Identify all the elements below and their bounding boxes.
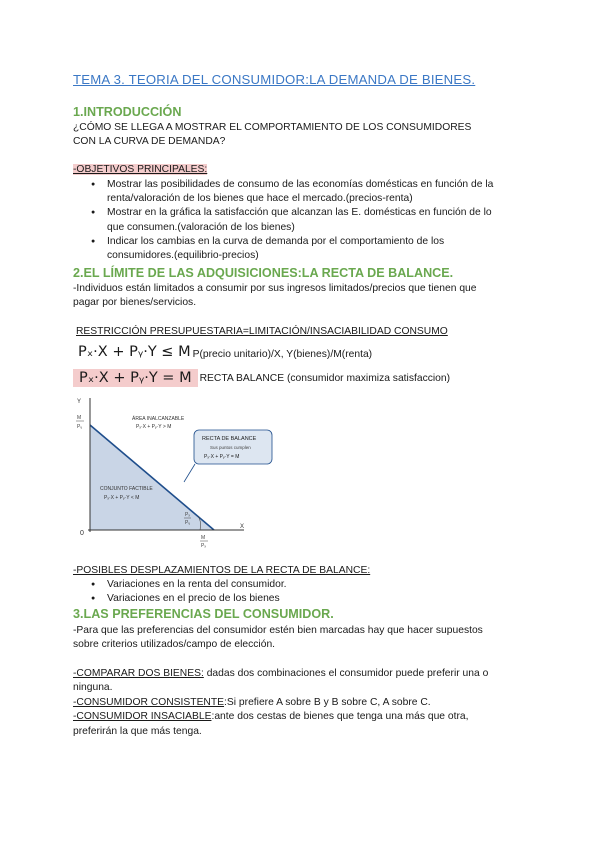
objective-item (107, 206, 547, 234)
shifts-label-text: -POSIBLES DESPLAZAMIENTOS DE LA RECTA DE BALANCE: (73, 565, 371, 576)
insatiable-text: :ante dos cestas de bienes que tenga una más que otra, (211, 711, 469, 723)
objective-line: ● Indicar los cambias en la curva de demanda por el comportamiento de los (107, 235, 445, 247)
objective-line: renta/valoración de los bienes que hace el mercado.(precios-renta) (107, 193, 413, 205)
section-3-text-line-2: sobre criterios utilizados/campo de elección. (73, 639, 276, 651)
objective-item (107, 235, 547, 263)
objective-line: consumidores.(equilibrio-precios) (107, 250, 259, 262)
consistent-line (73, 696, 533, 710)
feasible-set-eq: Pₓ·X + Pᵧ·Y < M (104, 495, 140, 501)
shifts-label (73, 564, 533, 578)
x-axis-label: X (240, 524, 245, 530)
formula-2-note: RECTA BALANCE (consumidor maximiza satisfaccion) (199, 372, 451, 384)
intro-question (73, 121, 533, 150)
consistent-label: -CONSUMIDOR CONSISTENTE (73, 696, 225, 708)
objective-line: que consumen.(valoración de los bienes) (107, 221, 295, 233)
formula-2-row (73, 369, 450, 387)
section-3-text (73, 624, 533, 653)
feasible-set-label: CONJUNTO FACTIBLE (100, 486, 153, 492)
slope-num: Pₓ (185, 512, 190, 518)
objective-line: ● Mostrar las posibilidades de consumo de las economías domésticas en función de la (107, 179, 494, 190)
restriction-label: RESTRICCIÓN PRESUPUESTARIA=LIMITACIÓN/INSACIABILIDAD CONSUMO (76, 326, 448, 337)
formula-inequality: Pₓ·X + Pᵧ·Y ≤ M (78, 344, 191, 360)
intro-question-line-1: ¿CÓMO SE LLEGA A MOSTRAR EL COMPORTAMIENTO DE LOS CONSUMIDORES (73, 122, 472, 133)
insatiable-line-1 (73, 710, 533, 724)
callout-title: RECTA DE BALANCE (202, 436, 257, 442)
section-2-text-line-2: pagar por bienes/servicios. (73, 297, 197, 309)
section-1-heading: 1.INTRODUCCIÓN (73, 105, 182, 119)
y-intercept-num: M (77, 415, 82, 421)
compare-line-1 (73, 667, 533, 681)
compare-text: dadas dos combinaciones el consumidor puede preferir una o (203, 668, 489, 679)
budget-line-diagram (72, 392, 277, 552)
formula-equality: Pₓ·X + Pᵧ·Y = M (73, 369, 198, 387)
page-title: TEMA 3. TEORIA DEL CONSUMIDOR:LA DEMANDA DE BIENES. (73, 72, 476, 87)
compare-line-2: ninguna. (73, 682, 113, 694)
objective-item (107, 178, 547, 206)
section-2-heading: 2.EL LÍMITE DE LAS ADQUISICIONES:LA RECTA DE BALANCE. (73, 266, 454, 280)
section-2-text (73, 282, 533, 311)
objectives-list (107, 178, 547, 263)
x-intercept-den: Pₓ (201, 543, 206, 549)
consistent-text: :Si prefiere A sobre B y B sobre C, A sobre C. (224, 696, 431, 708)
formula-1-row (78, 344, 372, 360)
compare-paragraph (73, 667, 533, 739)
x-intercept-num: M (201, 535, 206, 541)
compare-label: -COMPARAR DOS BIENES: (73, 668, 204, 679)
shifts-list (107, 578, 547, 606)
slope-den: Pᵧ (185, 520, 190, 526)
unreachable-area-eq: Pₓ·X + Pᵧ·Y > M (136, 424, 172, 430)
origin-label: 0 (80, 530, 84, 537)
section-3-heading: 3.LAS PREFERENCIAS DEL CONSUMIDOR. (73, 607, 334, 621)
objective-line: ● Mostrar en la gráfica la satisfacción que alcanzan las E. domésticas en función de lo (107, 207, 492, 219)
insatiable-label: -CONSUMIDOR INSACIABLE (73, 711, 212, 723)
insatiable-line-2: preferirán la que más tenga. (73, 725, 202, 737)
section-2-text-line-1: -Individuos están limitados a consumir por sus ingresos limitados/precios que tienen que (73, 283, 477, 294)
y-intercept-den: Pᵧ (77, 424, 82, 430)
unreachable-area-label: ÁREA INALCANZABLE (132, 416, 185, 422)
shift-item: ● Variaciones en el precio de los bienes (107, 592, 547, 606)
objectives-label (73, 163, 533, 177)
objectives-label-text: -OBJETIVOS PRINCIPALES: (73, 164, 208, 175)
shift-item: ● Variaciones en la renta del consumidor. (107, 578, 547, 592)
section-3-text-line-1: -Para que las preferencias del consumidor estén bien marcadas hay que hacer supuestos (73, 625, 483, 636)
intro-question-line-2: CON LA CURVA DE DEMANDA? (73, 136, 226, 148)
formula-1-note: P(precio unitario)/X, Y(bienes)/M(renta) (192, 349, 373, 360)
callout-equation: Pₓ·X + Pᵧ·Y = M (204, 454, 240, 460)
y-axis-label: Y (77, 399, 82, 405)
callout-subtitle: Sus puntos cumplen (210, 445, 251, 450)
